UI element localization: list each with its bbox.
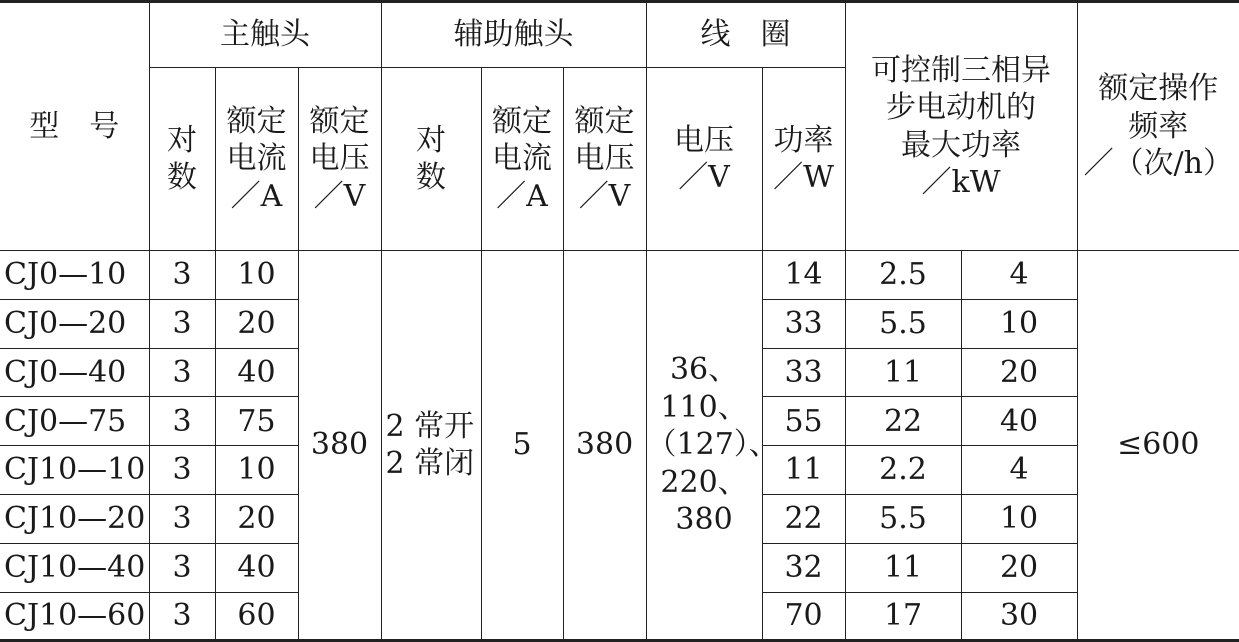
cell-coil-power: 33 bbox=[762, 299, 845, 348]
cell-coil-power: 55 bbox=[762, 397, 845, 446]
cell-main-pairs: 3 bbox=[149, 446, 215, 495]
coil-voltage-line-2: ／V bbox=[678, 160, 730, 195]
aux-voltage-line-3: ／V bbox=[578, 178, 631, 214]
coil-power-line-2: ／W bbox=[773, 160, 834, 195]
cell-main-current: 10 bbox=[215, 251, 298, 300]
cell-model: CJ0—40 bbox=[0, 348, 149, 397]
cell-main-current: 20 bbox=[215, 299, 298, 348]
cell-main-pairs: 3 bbox=[149, 494, 215, 543]
cell-power-380: 30 bbox=[961, 592, 1077, 641]
cell-power-380: 4 bbox=[961, 446, 1077, 495]
cell-aux-pairs-shared bbox=[381, 251, 481, 641]
cell-coil-power: 33 bbox=[762, 348, 845, 397]
header-coil-power bbox=[762, 68, 845, 251]
coil-voltage-value-1: 36、 bbox=[669, 352, 739, 388]
cell-model: CJ10—40 bbox=[0, 543, 149, 592]
cell-power-380: 10 bbox=[961, 299, 1077, 348]
header-max-motor-power bbox=[845, 2, 1077, 251]
table-row bbox=[0, 251, 1239, 300]
cell-power-380: 10 bbox=[961, 494, 1077, 543]
cell-model: CJ0—75 bbox=[0, 397, 149, 446]
cell-model: CJ0—20 bbox=[0, 299, 149, 348]
aux-current-line-3: ／A bbox=[496, 178, 548, 214]
main-pairs-line-1: 对 bbox=[167, 122, 197, 158]
aux-pairs-line-1: 对 bbox=[416, 122, 447, 158]
cell-model: CJ0—10 bbox=[0, 251, 149, 300]
aux-pairs-line-closed: 2 常闭 bbox=[385, 446, 475, 482]
cell-coil-power: 22 bbox=[762, 494, 845, 543]
cell-main-pairs: 3 bbox=[149, 592, 215, 641]
header-aux-pairs bbox=[381, 68, 481, 251]
cell-power-380: 40 bbox=[961, 397, 1077, 446]
cell-main-current: 40 bbox=[215, 543, 298, 592]
cell-main-current: 20 bbox=[215, 494, 298, 543]
cell-coil-voltage-shared bbox=[646, 251, 779, 641]
coil-voltage-value-3: （127）、 bbox=[646, 427, 779, 463]
cell-model: CJ10—10 bbox=[0, 446, 149, 495]
cell-op-frequency-shared: ≤600 bbox=[1077, 251, 1239, 641]
cell-main-current: 75 bbox=[215, 397, 298, 446]
max-power-line-1: 可控制三相异 bbox=[871, 52, 1052, 88]
header-model: 型 号 bbox=[0, 2, 149, 251]
aux-pairs-line-2: 数 bbox=[416, 160, 447, 195]
cell-power-220: 2.2 bbox=[845, 446, 961, 495]
header-aux-current bbox=[481, 68, 563, 251]
cell-main-pairs: 3 bbox=[149, 397, 215, 446]
aux-pairs-line-open: 2 常开 bbox=[385, 408, 475, 444]
main-current-line-1: 额定 bbox=[226, 103, 287, 139]
op-frequency-line-3: ／（次/h） bbox=[1083, 146, 1233, 182]
cell-power-220: 11 bbox=[845, 348, 961, 397]
cell-main-pairs: 3 bbox=[149, 348, 215, 397]
aux-voltage-line-2: 电压 bbox=[574, 141, 635, 177]
op-frequency-line-2: 频率 bbox=[1128, 108, 1189, 144]
header-main-current bbox=[215, 68, 298, 251]
header-coil-voltage bbox=[646, 68, 762, 251]
header-main-contacts: 主触头 bbox=[149, 2, 381, 68]
cell-main-current: 10 bbox=[215, 446, 298, 495]
cell-main-pairs: 3 bbox=[149, 543, 215, 592]
max-power-line-2: 步电动机的 bbox=[886, 90, 1037, 125]
aux-voltage-line-1: 额定 bbox=[574, 103, 635, 139]
header-main-pairs bbox=[149, 68, 215, 251]
max-power-line-3: 最大功率 bbox=[901, 127, 1022, 163]
coil-power-line-1: 功率 bbox=[773, 122, 834, 158]
main-current-line-3: ／A bbox=[230, 178, 283, 214]
header-coil: 线 圈 bbox=[646, 2, 845, 68]
cell-coil-power: 32 bbox=[762, 543, 845, 592]
cell-aux-voltage-shared: 380 bbox=[563, 251, 646, 641]
coil-voltage-value-4: 220、 bbox=[660, 464, 748, 500]
cell-main-pairs: 3 bbox=[149, 299, 215, 348]
cell-power-220: 5.5 bbox=[845, 494, 961, 543]
cell-power-380: 4 bbox=[961, 251, 1077, 300]
cell-power-220: 22 bbox=[845, 397, 961, 446]
cell-power-220: 11 bbox=[845, 543, 961, 592]
cell-main-pairs: 3 bbox=[149, 251, 215, 300]
cell-model: CJ10—20 bbox=[0, 494, 149, 543]
cell-power-380: 20 bbox=[961, 543, 1077, 592]
header-aux-contacts: 辅助触头 bbox=[381, 2, 646, 68]
main-voltage-line-3: ／V bbox=[313, 178, 366, 214]
header-aux-voltage bbox=[563, 68, 646, 251]
op-frequency-line-1: 额定操作 bbox=[1098, 71, 1219, 107]
main-voltage-line-2: 电压 bbox=[309, 141, 370, 177]
cell-main-current: 60 bbox=[215, 592, 298, 641]
main-pairs-line-2: 数 bbox=[167, 160, 197, 195]
cell-coil-power: 11 bbox=[762, 446, 845, 495]
aux-current-line-1: 额定 bbox=[492, 103, 553, 139]
coil-voltage-line-1: 电压 bbox=[674, 122, 735, 158]
max-power-line-4: ／kW bbox=[921, 165, 1001, 200]
cell-model: CJ10—60 bbox=[0, 592, 149, 641]
aux-current-line-2: 电流 bbox=[492, 141, 553, 177]
header-op-frequency bbox=[1077, 2, 1239, 251]
coil-voltage-value-5: 380 bbox=[675, 502, 733, 538]
header-main-voltage bbox=[298, 68, 381, 251]
cell-power-220: 17 bbox=[845, 592, 961, 641]
cell-power-220: 5.5 bbox=[845, 299, 961, 348]
cell-power-220: 2.5 bbox=[845, 251, 961, 300]
coil-voltage-value-2: 110、 bbox=[660, 389, 748, 425]
cell-aux-current-shared: 5 bbox=[481, 251, 563, 641]
cell-coil-power: 14 bbox=[762, 251, 845, 300]
cell-power-380: 20 bbox=[961, 348, 1077, 397]
main-current-line-2: 电流 bbox=[226, 141, 287, 177]
main-voltage-line-1: 额定 bbox=[309, 103, 370, 139]
cell-main-voltage-shared: 380 bbox=[298, 251, 381, 641]
cell-main-current: 40 bbox=[215, 348, 298, 397]
cell-coil-power: 70 bbox=[762, 592, 845, 641]
